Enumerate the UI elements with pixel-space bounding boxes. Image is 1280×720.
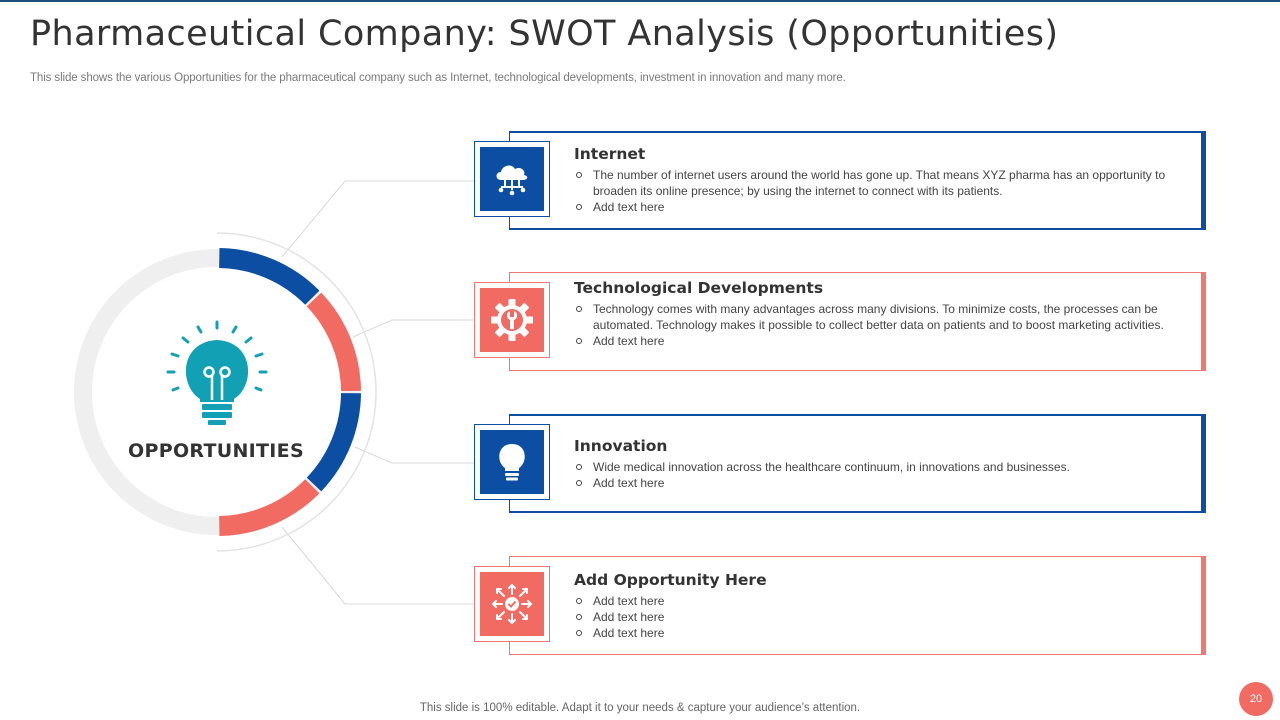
card-title-internet: Internet — [574, 145, 646, 163]
center-label: OPPORTUNITIES — [128, 440, 304, 462]
segment-blue-lower — [314, 393, 351, 484]
card-title-add-opportunity: Add Opportunity Here — [574, 571, 767, 589]
card-title-innovation: Innovation — [574, 437, 668, 455]
bullet-item: Add text here — [574, 625, 1184, 641]
bullet-item: Technology comes with many advantages across many divisions. To minimize costs, the processes can be automated. Technology makes it possible to collect better data on patients and to boost marketing activities. — [574, 301, 1184, 333]
lightbulb-icon — [168, 322, 266, 425]
bullet-item: Add text here — [574, 333, 1184, 349]
page-number-badge: 20 — [1239, 682, 1273, 716]
connector-lines — [282, 181, 474, 604]
connector-add-opportunity — [282, 527, 474, 604]
bullet-item: Add text here — [574, 199, 1184, 215]
connector-technology — [353, 320, 474, 337]
opportunities-diagram — [0, 100, 480, 660]
lightbulb-icon — [492, 440, 532, 484]
connector-internet — [282, 181, 474, 257]
connector-innovation — [355, 447, 474, 463]
bullets-technological-developments — [574, 301, 1184, 349]
bullets-innovation — [574, 459, 1184, 491]
expand-arrows-icon — [489, 581, 535, 627]
footer-note: This slide is 100% editable. Adapt it to your needs & capture your audience’s attention. — [419, 702, 861, 714]
page-title: Pharmaceutical Company: SWOT Analysis (Opportunities) — [30, 14, 1059, 54]
top-rule — [0, 0, 1280, 2]
page-subtitle: This slide shows the various Opportunities for the pharmaceutical company such as Internet, technological developments, investment in innovation and many more. — [30, 72, 846, 84]
bullet-item: The number of internet users around the world has gone up. That means XYZ pharma has an opportunity to broaden its online presence; by using the internet to connect with its patients. — [574, 167, 1184, 199]
segment-coral-upper — [314, 300, 351, 391]
card-title-technological-developments: Technological Developments — [574, 279, 824, 297]
segment-coral-bottom — [219, 486, 312, 526]
bullet-item: Add text here — [574, 475, 1184, 491]
innovation-icon-tile — [474, 424, 550, 500]
technology-icon-tile — [474, 282, 550, 358]
bullet-item: Wide medical innovation across the healthcare continuum, in innovations and businesses. — [574, 459, 1184, 475]
segment-blue-top — [219, 258, 312, 298]
bullets-internet — [574, 167, 1184, 215]
cloud-network-icon — [490, 157, 534, 201]
bullet-item: Add text here — [574, 593, 1184, 609]
bullet-item: Add text here — [574, 609, 1184, 625]
internet-icon-tile — [474, 141, 550, 217]
add-opportunity-icon-tile — [474, 566, 550, 642]
bullets-add-opportunity — [574, 593, 1184, 641]
gear-wrench-icon — [489, 297, 535, 343]
